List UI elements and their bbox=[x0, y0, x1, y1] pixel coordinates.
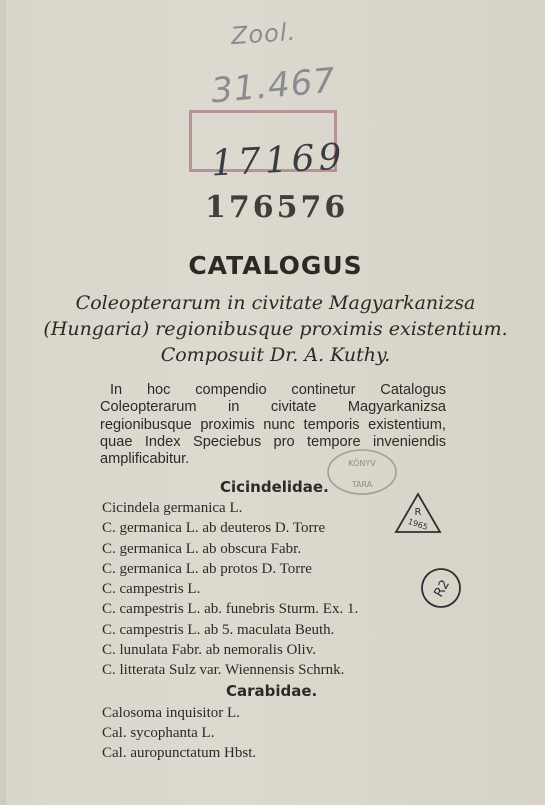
subtitle-line-1: Coleopterarum in civitate Magyarkanizsa bbox=[75, 292, 476, 314]
triangle-stamp-year: 1965 bbox=[406, 517, 429, 532]
list-item: C. lunulata Fabr. ab nemoralis Oliv. bbox=[102, 642, 316, 659]
list-item: C. campestris L. bbox=[102, 581, 201, 598]
circle-stamp-text: R2 bbox=[431, 577, 454, 600]
document-page bbox=[6, 0, 545, 805]
author-line: Composuit Dr. A. Kuthy. bbox=[160, 344, 391, 366]
list-item: Cal. sycophanta L. bbox=[102, 725, 215, 741]
species-list-cicindelidae bbox=[102, 498, 358, 681]
list-item: Calosoma inquisitor L. bbox=[102, 705, 240, 721]
handwritten-inventory-number: 17169 bbox=[210, 136, 347, 185]
list-item: C. campestris L. ab. funebris Sturm. Ex. 1. bbox=[102, 601, 359, 618]
section-heading-cicindelidae: Cicindelidae. bbox=[220, 478, 329, 496]
handwritten-accession-number: 31.467 bbox=[209, 60, 338, 112]
oval-stamp-top-text: KÖNYV bbox=[348, 459, 376, 468]
intro-paragraph: In hoc compendio continetur Catalogus Coleopterarum in civitate Magyarkanizsa regionibusque proximis nunc temporis existentium, quae Index Speciebus pro tempore inveniendis amplificabitur. bbox=[100, 382, 446, 468]
species-list-carabidae bbox=[102, 703, 256, 763]
section-heading-carabidae: Carabidae. bbox=[226, 682, 318, 700]
triangle-stamp-letter: R bbox=[414, 507, 422, 518]
list-item: Cal. auropunctatum Hbst. bbox=[102, 745, 257, 761]
list-item: Cicindela germanica L. bbox=[102, 500, 243, 516]
list-item: C. germanica L. ab deuteros D. Torre bbox=[102, 520, 326, 537]
list-item: C. campestris L. ab 5. maculata Beuth. bbox=[102, 621, 335, 638]
list-item: C. litterata Sulz var. Wiennensis Schrnk. bbox=[102, 662, 345, 679]
oval-library-stamp bbox=[324, 446, 400, 498]
list-item: C. germanica L. ab obscura Fabr. bbox=[102, 540, 302, 557]
list-item: C. germanica L. ab protos D. Torre bbox=[102, 560, 312, 577]
handwritten-shelf-note: Zool. bbox=[230, 17, 298, 51]
subtitle-line-2: (Hungaria) regionibusque proximis existentium. bbox=[43, 318, 508, 340]
page-title: CATALOGUS bbox=[188, 251, 363, 280]
triangle-revision-stamp bbox=[392, 490, 444, 538]
oval-stamp-bottom-text: TÁRA bbox=[351, 480, 373, 489]
printed-inventory-number: 176576 bbox=[205, 190, 349, 225]
circle-revision-stamp bbox=[419, 566, 463, 610]
